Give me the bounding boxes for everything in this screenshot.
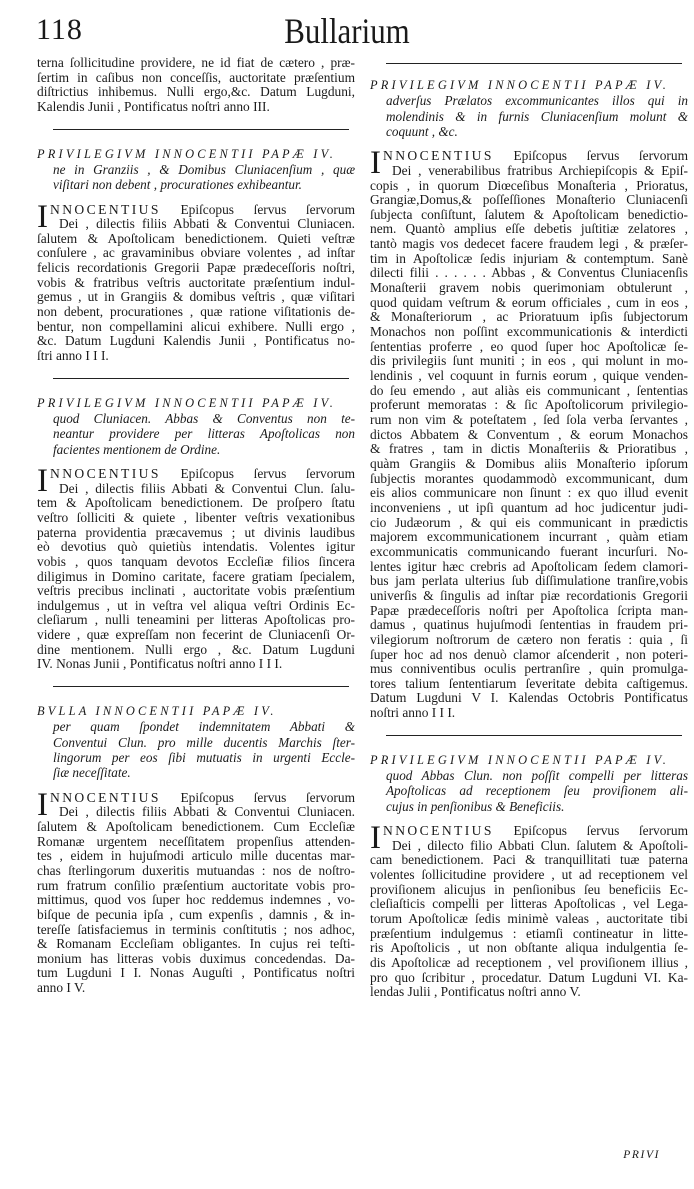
- text-line: torum Apoſtolicæ ſedis minimè valeas , auctoritate tibi: [370, 910, 688, 926]
- text-line: Grangiæ,Domus,& poſſeſſiones Monaſterio Cluniacenſi: [370, 192, 688, 208]
- heading-line: neantur providere per litteras Apoſtolicas non: [53, 426, 355, 442]
- section-heading: [37, 396, 355, 457]
- text-line: ſalutem & Apoſtolicam benedictionem. Cum Eccleſiæ: [37, 818, 355, 834]
- text-line: dis Apoſtolicæ ad receptionem , vel proviſionem illius ,: [370, 954, 688, 970]
- heading-title: PRIVILEGIVM INNOCENTII PAPÆ IV.: [370, 752, 670, 767]
- text-line: ſubjecta conſiſtunt, ſalutem & Apoſtolicam benedictio-: [370, 206, 688, 222]
- text-line: paterna providentia præcavemus ; ut divinis laudibus: [37, 524, 355, 540]
- text-line: univerſis & ſingulis ad inſtar piæ recordationis Gregorii: [370, 587, 688, 603]
- text-line: copis , in quorum Diœceſibus Monaſteria , Prioratus,: [370, 177, 688, 193]
- text-line: bus jam perlata ulterius ſub diſſimulatione tranſire,vobis: [370, 573, 688, 589]
- page-number: 118: [36, 13, 83, 46]
- text-line: volentes ſollicitudine providere , ut ad receptionem vel: [370, 866, 688, 882]
- first-word: NNOCENTIUS: [50, 201, 161, 217]
- text-line: vilegiorum noſtrorum de cætero non feratis : quia , ſi: [370, 631, 688, 647]
- text-line: mittimus, quod vos ſuper hoc reddemus indemnes , vo-: [37, 892, 355, 908]
- text-line: pro quo ſcribitur , procedatur. Datum Lugduni VI. Ka-: [370, 969, 688, 985]
- text-line: gemus , ut in Grangiis & domibus veſtris , quæ viſitari: [37, 289, 355, 305]
- heading-line: molendinis & in furnis Cluniacenſium molunt &: [386, 108, 688, 124]
- heading-line: cujus in penſionibus & Beneficiis.: [386, 798, 565, 814]
- text-line: Dei , dilectis filiis Abbati & Conventui Clun. ſalu-: [59, 480, 355, 496]
- section-body: [37, 198, 355, 364]
- text-line: diligimus in Domino caritate, facere gratiam ſpecialem,: [37, 568, 355, 584]
- text-line: ſententias proferre , eo quod ſuper hoc Apoſtolicæ ſe-: [370, 338, 688, 354]
- first-word: NNOCENTIUS: [50, 789, 161, 805]
- heading-line: coquunt , &c.: [386, 123, 458, 139]
- text-line: dis privilegiis ſunt muniti ; in eos , qui molunt in mo-: [370, 353, 688, 369]
- heading-line: lingorum per eos ſibi mutuatis in urgenti Eccle-: [53, 750, 355, 765]
- drop-cap: I: [37, 786, 48, 823]
- right-column: [370, 56, 688, 1000]
- heading-line: adverſus Prælatos excommunicantes illos qui in: [386, 93, 688, 109]
- text-line: tereſſe ſatisfaciemus in terminis conſtitutis ; nos adhoc,: [37, 921, 355, 937]
- first-line-text: Epiſcopus ſervus ſervorum: [513, 148, 688, 164]
- section-body: [37, 462, 355, 672]
- text-line: Datum Lugduni V I. Kalendas Octobris Pontificatus: [370, 690, 688, 706]
- section-heading: [370, 753, 688, 814]
- section-heading: [370, 78, 688, 139]
- text-line: tes , eidem in hujuſmodi articulo mille ducentas mar-: [37, 848, 355, 864]
- text-line: cam benedictionem. Paci & tranquillitati tuæ paterna: [370, 852, 688, 868]
- text-line: & Monaſteriorum , ac Prioratuum ipſis ſubjectorum: [370, 309, 688, 325]
- text-line: dine mentionem. Nulli ergo , &c. Datum Lugduni: [37, 641, 355, 657]
- text-line: ſuper hoc ad nos denuò clamor aſcenderit , non poteri-: [370, 646, 688, 662]
- section-heading: [37, 147, 355, 193]
- text-line: chas ſterlingorum duxeritis mutuandas : nos de noſtro-: [37, 862, 355, 878]
- heading-title: PRIVILEGIVM INNOCENTII PAPÆ IV.: [37, 146, 337, 161]
- first-line-text: Epiſcopus ſervus ſervorum: [513, 822, 688, 838]
- text-line: cio Judæorum , & qui eis communicant in prædictis: [370, 514, 688, 530]
- heading-title: PRIVILEGIVM INNOCENTII PAPÆ IV.: [37, 395, 337, 410]
- text-line: vobis , quos tanquam devotos Eccleſiæ filios ſincera: [37, 553, 355, 569]
- text-line: noſtri anno I I I.: [370, 705, 456, 721]
- heading-line: Conventui Clun. pro mille ducentis Marchis ſter-: [53, 734, 355, 750]
- first-word: NNOCENTIUS: [50, 465, 161, 481]
- text-line: nem. Quantò amplius eſſe debetis juſtitiæ zelatores ,: [370, 221, 688, 237]
- text-line: & Romanam Eccleſiam obligantes. In cujus rei teſti-: [37, 936, 355, 952]
- text-line: felicis recordationis Gregorii Papæ prædeceſſoris noſtri,: [37, 260, 355, 276]
- section-body: [370, 145, 688, 721]
- heading-line: facientes mentionem de Ordine.: [53, 441, 221, 457]
- drop-cap: I: [370, 819, 381, 856]
- drop-cap: I: [37, 462, 48, 499]
- catchword: PRIVI: [623, 1149, 660, 1161]
- text-line: Kalendis Junii , Pontificatus noſtri anno III.: [37, 98, 270, 114]
- text-line: proferunt memoratas : & ſic Apoſtolicorum privilegio-: [370, 397, 688, 413]
- text-line: lentes igitur hæc crebris ad Apoſtolicam ſedem clamori-: [370, 558, 688, 574]
- text-line: lendinis , vel coquunt in furnis eorum , quique venden-: [370, 368, 688, 384]
- first-line-text: Epiſcopus ſervus ſervorum: [180, 201, 355, 217]
- heading-line: ſiæ neceſſitate.: [53, 765, 131, 781]
- heading-line: per quam ſpondet indemnitatem Abbati &: [53, 719, 355, 735]
- heading-title: PRIVILEGIVM INNOCENTII PAPÆ IV.: [370, 78, 670, 92]
- text-line: tum Lugduni I I. Nonas Auguſti , Pontificatus noſtri: [37, 965, 355, 981]
- text-line: Romanæ urgentem neceſſitatem propenſius attenden-: [37, 833, 355, 849]
- section-heading: [37, 704, 355, 780]
- text-line: quàm Grangiis & Domibus aliis Monaſterio ipſorum: [370, 455, 688, 471]
- text-line: dictos Abbatem & Conventum , & eorum Monachos: [370, 426, 688, 442]
- text-line: Dei , dilecto filio Abbati Clun. ſalutem & Apoſtoli-: [392, 837, 688, 853]
- text-line: videre , quæ expreſſam non fecerint de Cluniacenſi Or-: [37, 627, 355, 643]
- heading-line: quod Abbas Clun. non poſſit compelli per litteras: [386, 768, 688, 784]
- text-line: monium has litteras vobis duximus concedendas. Da-: [37, 950, 355, 966]
- text-line: &c. Datum Lugduni Kalendis Junii , Pontificatus no-: [37, 333, 355, 349]
- heading-line: viſitari non debent , procurationes exhibeantur.: [53, 177, 302, 193]
- text-line: ris Apoſtolicis , ut non obſtante aliqua indulgentia ſe-: [370, 940, 688, 956]
- text-line: tim in Apoſtolicæ ſedis injuriam & contemptum. Sanè: [370, 250, 688, 266]
- section-body: [370, 819, 688, 1000]
- text-line: Dei , dilectis filiis Abbati & Conventui Cluniacen.: [59, 216, 355, 232]
- text-line: damus , quatinus hujuſmodi ſententias in fraudem pri-: [370, 617, 688, 633]
- text-line: do ſeu emendo , aut aliàs eis communicant , ſententias: [370, 382, 688, 398]
- heading-title: BVLLA INNOCENTII PAPÆ IV.: [37, 704, 277, 719]
- text-line: ſalutem & Apoſtolicam benedictionem. Quieti veſtræ: [37, 230, 355, 246]
- text-line: Dei , dilectis filiis Abbati & Conventui Cluniacen.: [59, 804, 355, 820]
- text-line: diſtrictius inhibemus. Nulli ergo,&c. Datum Lugduni,: [37, 84, 355, 100]
- text-line: quod quidam veſtrum & eorum officiales , cum in eos ,: [370, 294, 688, 310]
- text-line: & fratres , tam in dictis Monaſteriis & Prioratibus ,: [370, 441, 688, 457]
- text-line: rum fratrum conſilio præſentium auctoritate vobis pro-: [37, 877, 355, 893]
- text-line: veſtro ſolliciti & quiete , libenter veſtris vexationibus: [37, 509, 355, 525]
- text-line: cleſiaſticis compelli per litteras Apoſtolicas , vel Lega-: [370, 896, 688, 912]
- text-line: tem & Apoſtolicam benedictionem. De proſpero ſtatu: [37, 495, 355, 511]
- text-line: dilecti filii . . . . . . Abbas , & Conventus Cluniacenſis: [370, 265, 688, 281]
- text-line: non debent, procurationes , quæ ratione viſitationis de-: [37, 304, 355, 320]
- text-line: indulgemus , ut in veſtra vel aliqua veſtri Ordinis Ec-: [37, 597, 355, 613]
- text-line: Dei , venerabilibus fratribus Archiepiſcopis & Epiſ-: [392, 162, 688, 178]
- text-line: anno I V.: [37, 980, 86, 996]
- text-line: eò devotius quò quietiùs intendatis. Volentes igitur: [37, 539, 355, 555]
- text-line: IV. Nonas Junii , Pontificatus noſtri anno I I I.: [37, 656, 283, 672]
- text-line: tantò magis vos dedecet facere fraudem legi , & præſer-: [370, 236, 688, 252]
- section-body: [37, 786, 355, 996]
- heading-line: ne in Granziis , & Domibus Cluniacenſium , quæ: [53, 161, 355, 177]
- first-line-text: Epiſcopus ſervus ſervorum: [180, 789, 355, 805]
- text-line: ſubjectis morantes quodammodò excommunicant, dum: [370, 470, 688, 486]
- text-line: ſtri anno I I I.: [37, 348, 109, 364]
- text-line: veſtris precibus inclinati , auctoritate vobis præſentium: [37, 583, 355, 599]
- text-line: rum non vim & poteſtatem , ſed ſola verba ſervantes ,: [370, 412, 688, 427]
- text-line: terna ſollicitudine providere, ne id fiat de cætero , præ-: [37, 55, 355, 70]
- text-line: Papæ prædeceſſoris noſtri per Apoſtolica ſcripta man-: [370, 602, 688, 618]
- heading-line: quod Cluniacen. Abbas & Conventus non te-: [53, 411, 355, 427]
- text-line: excommunicatis communicando fuerant incurſuri. No-: [370, 543, 688, 559]
- text-line: præſentium indulgemus : etiamſi contineatur in litte-: [370, 925, 688, 941]
- drop-cap: I: [370, 145, 381, 182]
- text-line: lendas Julii , Pontificatus noſtri anno V.: [370, 984, 581, 1000]
- text-line: Monachos non poſſint excommunicationis & interdicti: [370, 324, 688, 340]
- text-line: vobis & fratribus veſtris auctoritate præſentium indul-: [37, 274, 355, 290]
- text-line: proviſionem alicujus in penſionibus ſeu beneficiis Ec-: [370, 881, 688, 897]
- left-column: [37, 56, 355, 996]
- text-line: conſulere , ac gravaminibus obviare volentes , ad inſtar: [37, 245, 355, 261]
- first-word: NNOCENTIUS: [383, 148, 494, 164]
- heading-line: Apoſtolicas ad receptionem ſeu proviſionem ali-: [386, 783, 688, 799]
- text-line: bentur, non compellamini alicui exhibere. Nulli ergo ,: [37, 318, 355, 334]
- text-line: ſertim in caſibus non conceſſis, auctoritate præſentium: [37, 69, 355, 85]
- text-line: mus conniventibus oculis pertranſire , quin promulga-: [370, 661, 688, 677]
- drop-cap: I: [37, 198, 48, 235]
- first-line-text: Epiſcopus ſervus ſervorum: [180, 465, 355, 481]
- continuation-paragraph: [37, 56, 355, 115]
- text-line: eis alios communicare non ſinunt : ex quo illud evenit: [370, 485, 688, 501]
- text-line: inconveniens , ut ipſi quantum ad hoc judicentur judi-: [370, 499, 688, 515]
- text-line: tores talium ſententiarum ſeveritate debita caſtigemus.: [370, 675, 688, 691]
- first-word: NNOCENTIUS: [383, 822, 494, 838]
- running-title: Bullarium: [284, 11, 410, 51]
- text-line: cleſiarum , nulli teneamini per litteras Apoſtolicas pro-: [37, 612, 355, 628]
- text-line: Monaſterii gravem nobis querimoniam obtulerunt ,: [370, 280, 688, 296]
- text-line: biſque de pecunia ipſa , cum expenſis , damnis , & in-: [37, 906, 355, 922]
- text-line: majorem excommunicationem incurrant , quàm etiam: [370, 529, 688, 545]
